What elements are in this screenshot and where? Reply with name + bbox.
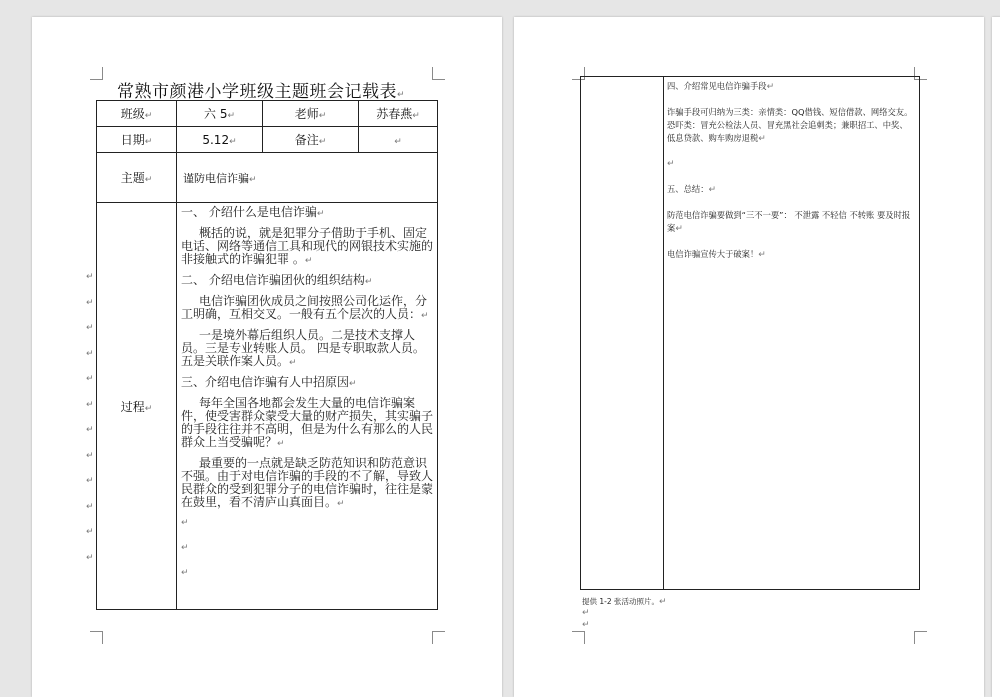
- empty-paragraph: ↵: [86, 297, 94, 308]
- empty-paragraph: ↵: [86, 501, 94, 512]
- record-table: [96, 100, 438, 610]
- remark-value-cell[interactable]: ↵: [359, 127, 438, 153]
- margin-corner-bottom-left: [572, 631, 585, 644]
- margin-corner-bottom-right: [432, 631, 445, 644]
- empty-paragraph: ↵: [86, 527, 94, 537]
- continued-process-content[interactable]: [667, 80, 913, 274]
- empty-paragraph-column: [86, 272, 94, 578]
- margin-corner-top-right: [432, 67, 445, 80]
- section-2-heading: 二、 介绍电信诈骗团伙的组织结构↵: [181, 273, 373, 287]
- section-5-heading: 五、总结：↵: [667, 184, 717, 195]
- photo-note: 提供 1-2 张活动照片。↵: [582, 597, 667, 607]
- theme-value-cell[interactable]: 谨防电信诈骗↵: [177, 153, 438, 203]
- teacher-label-cell: 老师↵: [263, 101, 359, 127]
- empty-paragraph: ↵: [86, 399, 94, 410]
- section-5-slogan: 电信诈骗宣传大于破案！↵: [667, 249, 766, 260]
- section-1-body: 概括的说，就是犯罪分子借助于手机、固定电话、网络等通信工具和现代的网银技术实施的非接触式的诈骗犯罪 。↵: [181, 226, 434, 266]
- empty-paragraph: ↵: [86, 552, 94, 563]
- date-value-cell[interactable]: 5.12↵: [177, 127, 263, 153]
- empty-paragraph: ↵: [86, 425, 94, 435]
- empty-paragraph: ↵: [86, 374, 94, 384]
- class-label-cell: 班级↵: [97, 101, 177, 127]
- section-4-heading: 四、介绍常见电信诈骗手段↵: [667, 81, 775, 92]
- section-2-body: 电信诈骗团伙成员之间按照公司化运作，分工明确，互相交叉。一般有五个层次的人员：↵: [181, 294, 429, 321]
- empty-paragraph: ↵: [582, 608, 590, 618]
- empty-paragraph: ↵: [181, 543, 189, 553]
- empty-paragraph: ↵: [86, 323, 94, 333]
- section-3-heading: 三、介绍电信诈骗有人中招原因↵: [181, 375, 357, 389]
- paragraph-mark-icon: ↵: [396, 90, 406, 100]
- section-5-body: 防范电信诈骗要做到“三不一要”： 不泄露 不轻信 不转账 要及时报案↵: [667, 210, 911, 234]
- empty-paragraph: ↵: [582, 620, 590, 630]
- column-divider: [663, 77, 664, 589]
- process-content-cell[interactable]: [177, 203, 438, 610]
- empty-paragraph: ↵: [181, 518, 189, 528]
- empty-paragraph: ↵: [181, 568, 189, 578]
- section-2-roles: 一是境外幕后组织人员。二是技术支撑人员。三是专业转账人员。 四是专职取款人员。五是关联作案人员。↵: [181, 328, 425, 368]
- remark-label-cell: 备注↵: [263, 127, 359, 153]
- class-value-cell[interactable]: 六 5↵: [177, 101, 263, 127]
- section-3-body-1: 每年全国各地都会发生大量的电信诈骗案件，使受害群众蒙受大量的财产损失，其实骗子的手段往往并不高明，但是为什么有那么的人民群众上当受骗呢？↵: [181, 396, 434, 449]
- date-label-cell: 日期↵: [97, 127, 177, 153]
- margin-corner-bottom-left: [90, 631, 103, 644]
- margin-corner-bottom-right: [914, 631, 927, 644]
- section-3-body-2: 最重要的一点就是缺乏防范知识和防范意识不强。由于对电信诈骗的手段的不了解，导致人民群众的受到犯罪分子的电信诈骗时，往往是蒙在鼓里，看不清庐山真面目。↵: [181, 456, 434, 509]
- page-title: 常熟市颜港小学班级主题班会记载表↵: [116, 82, 406, 102]
- continued-table-box: [580, 76, 920, 590]
- teacher-value-cell[interactable]: 苏春燕↵: [359, 101, 438, 127]
- empty-paragraph: ↵: [86, 272, 94, 282]
- empty-paragraph: ↵: [86, 348, 94, 359]
- section-4-body: 诈骗手段可归纳为三类：亲情类：QQ借钱、短信借款、网络交友。恐吓类：冒充公检法人员、冒充黑社会追刺类；兼职招工、中奖、低息贷款、购车购房退税↵: [667, 107, 913, 144]
- section-1-heading: 一、 介绍什么是电信诈骗↵: [181, 205, 325, 219]
- theme-label-cell: 主题↵: [97, 153, 177, 203]
- document-page-3[interactable]: [992, 17, 1000, 697]
- empty-paragraph: ↵: [667, 159, 675, 169]
- empty-paragraph: ↵: [86, 450, 94, 461]
- process-label-cell: 过程↵: [97, 203, 177, 610]
- empty-paragraph: ↵: [86, 476, 94, 486]
